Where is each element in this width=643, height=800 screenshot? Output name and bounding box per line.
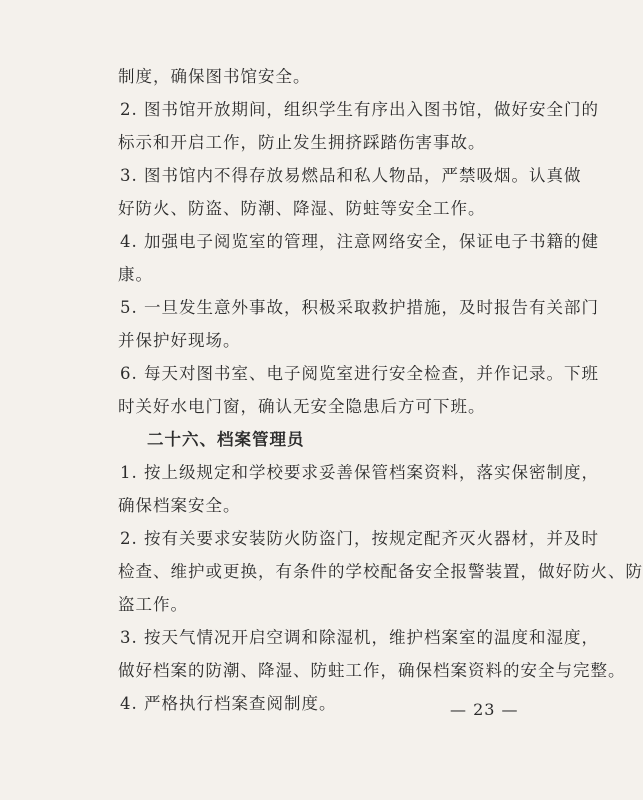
page-number: — 23 — [450, 700, 519, 719]
text-line: 1. 按上级规定和学校要求妥善保管档案资料，落实保密制度， [120, 463, 599, 482]
text-line: 制度，确保图书馆安全。 [118, 67, 311, 86]
text-line: 2. 图书馆开放期间，组织学生有序出入图书馆，做好安全门的 [120, 100, 599, 119]
text-line: 3. 按天气情况开启空调和除湿机，维护档案室的温度和湿度， [120, 628, 599, 647]
text-line: 检查、维护或更换，有条件的学校配备安全报警装置，做好防火、防 [118, 562, 643, 581]
text-line: 并保护好现场。 [118, 331, 241, 350]
text-line: 2. 按有关要求安装防火防盗门，按规定配齐灭火器材，并及时 [120, 529, 599, 548]
text-line: 做好档案的防潮、降湿、防蛀工作，确保档案资料的安全与完整。 [118, 661, 626, 680]
text-line: 时关好水电门窗，确认无安全隐患后方可下班。 [118, 397, 486, 416]
section-heading: 二十六、档案管理员 [147, 430, 305, 449]
text-line: 盗工作。 [118, 595, 188, 614]
text-line: 康。 [118, 265, 153, 284]
text-line: 确保档案安全。 [118, 496, 241, 515]
text-line: 标示和开启工作，防止发生拥挤踩踏伤害事故。 [118, 133, 486, 152]
text-line: 6. 每天对图书室、电子阅览室进行安全检查，并作记录。下班 [120, 364, 599, 383]
text-line: 好防火、防盗、防潮、降湿、防蛀等安全工作。 [118, 199, 486, 218]
text-line: 4. 严格执行档案查阅制度。 [120, 694, 337, 713]
text-line: 4. 加强电子阅览室的管理，注意网络安全，保证电子书籍的健 [120, 232, 599, 251]
text-line: 5. 一旦发生意外事故，积极采取救护措施，及时报告有关部门 [120, 298, 599, 317]
text-line: 3. 图书馆内不得存放易燃品和私人物品，严禁吸烟。认真做 [120, 166, 582, 185]
